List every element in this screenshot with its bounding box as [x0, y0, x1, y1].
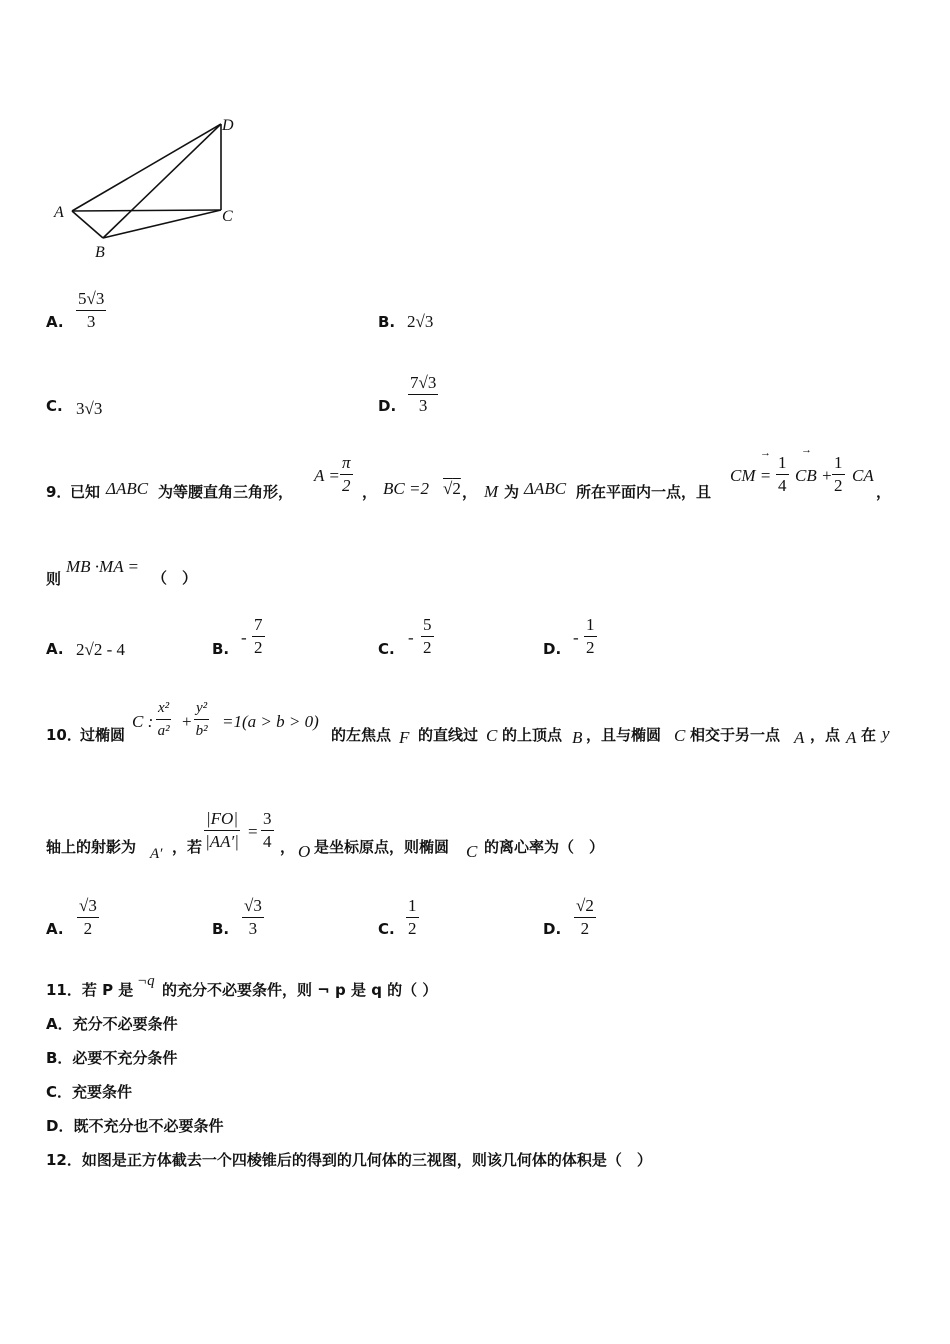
q9-option-a-value: 2√2 - 4: [76, 640, 125, 659]
q10-ratio-lhs: $\frac{|FO|}{|AA'|}$: [205, 809, 239, 851]
edge-bd: [103, 124, 221, 238]
q10-b: B: [572, 728, 583, 747]
q10-c3: C: [466, 842, 478, 861]
q10-text-9: 轴上的射影为: [46, 838, 137, 856]
q9-paren: （ ）: [152, 569, 198, 587]
q9-comma-1: ，: [362, 483, 378, 501]
q10-option-c-letter[interactable]: C.: [378, 920, 395, 938]
q10-text-4: 的上顶点: [502, 726, 563, 744]
q11-text-1: 11．若 P 是: [46, 981, 134, 999]
q10-a-prime: A′: [150, 846, 163, 862]
q9-option-c-sign: -: [408, 628, 414, 647]
q11-option-a[interactable]: A．充分不必要条件: [46, 1015, 178, 1033]
q8-option-b-value: 2√3: [407, 312, 434, 331]
q9-option-c-value: $\frac{5}{2}$: [423, 615, 432, 657]
edge-bc: [103, 210, 221, 238]
geometry-figure: [40, 105, 260, 265]
q9-option-b-letter[interactable]: B.: [212, 640, 230, 658]
q8-option-c-value: 3√3: [76, 399, 103, 418]
q9-number: 9．: [46, 483, 72, 501]
q11-option-c[interactable]: C．充要条件: [46, 1083, 133, 1101]
q9-vec-arrow-cb: →: [801, 444, 812, 456]
q10-option-d-letter[interactable]: D.: [543, 920, 562, 938]
question-12: 12．如图是正方体截去一个四棱锥后的得到的几何体的三视图，则该几何体的体积是（ ）: [46, 1151, 652, 1169]
q10-option-a-letter[interactable]: A.: [46, 920, 64, 938]
q10-text-6: 相交于另一点: [690, 726, 781, 744]
q10-text-8: 在: [861, 726, 877, 744]
q9-coef-1: $\frac{1}{4}$: [778, 453, 787, 495]
q10-o: O: [298, 842, 311, 861]
q9-m: M: [484, 482, 499, 501]
q10-text-5: ，且与椭圆: [586, 726, 662, 744]
q11-text-2: 的充分不必要条件，则 ¬ p 是 q 的（ ）: [162, 981, 438, 999]
q9-vec-arrow-cm: →: [760, 447, 771, 459]
q9-option-d-letter[interactable]: D.: [543, 640, 562, 658]
q9-triangle: ΔABC: [106, 479, 149, 498]
q9-expression: MB ·MA =: [66, 557, 140, 576]
label-a: A: [54, 204, 64, 221]
q10-f: F: [399, 728, 410, 747]
q11-option-d[interactable]: D．既不充分也不必要条件: [46, 1117, 224, 1135]
q10-option-a-value: $\frac{√3}{2}$: [79, 896, 97, 938]
q9-text-5: 则: [46, 570, 62, 588]
q10-option-b-value: $\frac{√3}{3}$: [244, 896, 262, 938]
q10-text-11: 是坐标原点，则椭圆: [314, 838, 450, 856]
q9-coef-2: $\frac{1}{2}$: [834, 453, 843, 495]
q9-comma-2: ，: [462, 483, 478, 501]
q10-equals: =: [248, 822, 258, 841]
q10-text-1: 过椭圆: [80, 726, 126, 744]
q10-y: y: [882, 724, 890, 743]
edge-ac: [72, 210, 221, 211]
q10-comma: ，: [280, 838, 296, 856]
q10-plus: +: [182, 712, 192, 731]
q10-option-c-value: $\frac{1}{2}$: [408, 896, 417, 938]
q9-bc-root: √2: [443, 479, 461, 498]
q10-text-7: ，点: [810, 726, 841, 744]
q9-option-a-letter[interactable]: A.: [46, 640, 64, 658]
q9-option-b-sign: -: [241, 628, 247, 647]
q9-text-3: 为: [504, 483, 520, 501]
q8-option-d-value: $\frac{7√3}{3}$: [410, 373, 437, 415]
q9-angle-lhs: A =: [314, 466, 340, 485]
q10-number: 10．: [46, 726, 82, 744]
q10-c-lhs: C :: [132, 712, 154, 731]
q10-c2: C: [674, 726, 686, 745]
q10-a-point: A: [846, 728, 857, 747]
q9-option-c-letter[interactable]: C.: [378, 640, 395, 658]
q9-text-2: 为等腰直角三角形，: [158, 483, 294, 501]
edge-ad: [72, 124, 221, 211]
q11-option-b[interactable]: B．必要不充分条件: [46, 1049, 178, 1067]
q11-not-q: ¬q: [137, 973, 155, 989]
label-d: D: [222, 117, 234, 134]
q10-c: C: [486, 726, 498, 745]
q9-option-d-value: $\frac{1}{2}$: [586, 615, 595, 657]
q10-x-frac: $\frac{\text{x²}}{\text{a²}}$: [156, 697, 171, 742]
q10-text-10: ，若: [172, 838, 203, 856]
q10-option-d-value: $\frac{√2}{2}$: [576, 896, 594, 938]
q10-y-frac: $\frac{\text{y²}}{\text{b²}}$: [194, 697, 209, 742]
q8-option-b-letter[interactable]: B.: [378, 313, 396, 331]
q9-cm: CM =: [730, 466, 772, 485]
q10-rhs: =1(a > b > 0): [222, 712, 319, 731]
q9-comma-3: ，: [876, 483, 892, 501]
q9-bc: BC =2: [383, 479, 429, 498]
q9-triangle-2: ΔABC: [524, 479, 567, 498]
label-b: B: [95, 244, 105, 261]
q9-text-1: 已知: [70, 483, 101, 501]
q9-text-4: 所在平面内一点，且: [576, 483, 712, 501]
q10-ratio-rhs: $\frac{3}{4}$: [263, 809, 272, 851]
q9-cb: CB +: [795, 466, 833, 485]
q10-a: A: [794, 728, 805, 747]
q10-text-12: 的离心率为（ ）: [484, 838, 605, 856]
q9-option-d-sign: -: [573, 628, 579, 647]
q8-option-d-letter[interactable]: D.: [378, 397, 397, 415]
q10-option-b-letter[interactable]: B.: [212, 920, 230, 938]
q8-option-a-letter[interactable]: A.: [46, 313, 64, 331]
q9-option-b-value: $\frac{7}{2}$: [254, 615, 263, 657]
q8-option-a-value: $\frac{5√3}{3}$: [78, 289, 105, 331]
edge-ab: [72, 211, 103, 238]
label-c: C: [222, 208, 233, 225]
q8-option-c-letter[interactable]: C.: [46, 397, 63, 415]
q10-text-3: 的直线过: [418, 726, 479, 744]
q9-angle-frac: $\frac{\pi}{2}$: [342, 453, 351, 495]
q9-ca: CA: [852, 466, 874, 485]
q10-text-2: 的左焦点: [331, 726, 392, 744]
